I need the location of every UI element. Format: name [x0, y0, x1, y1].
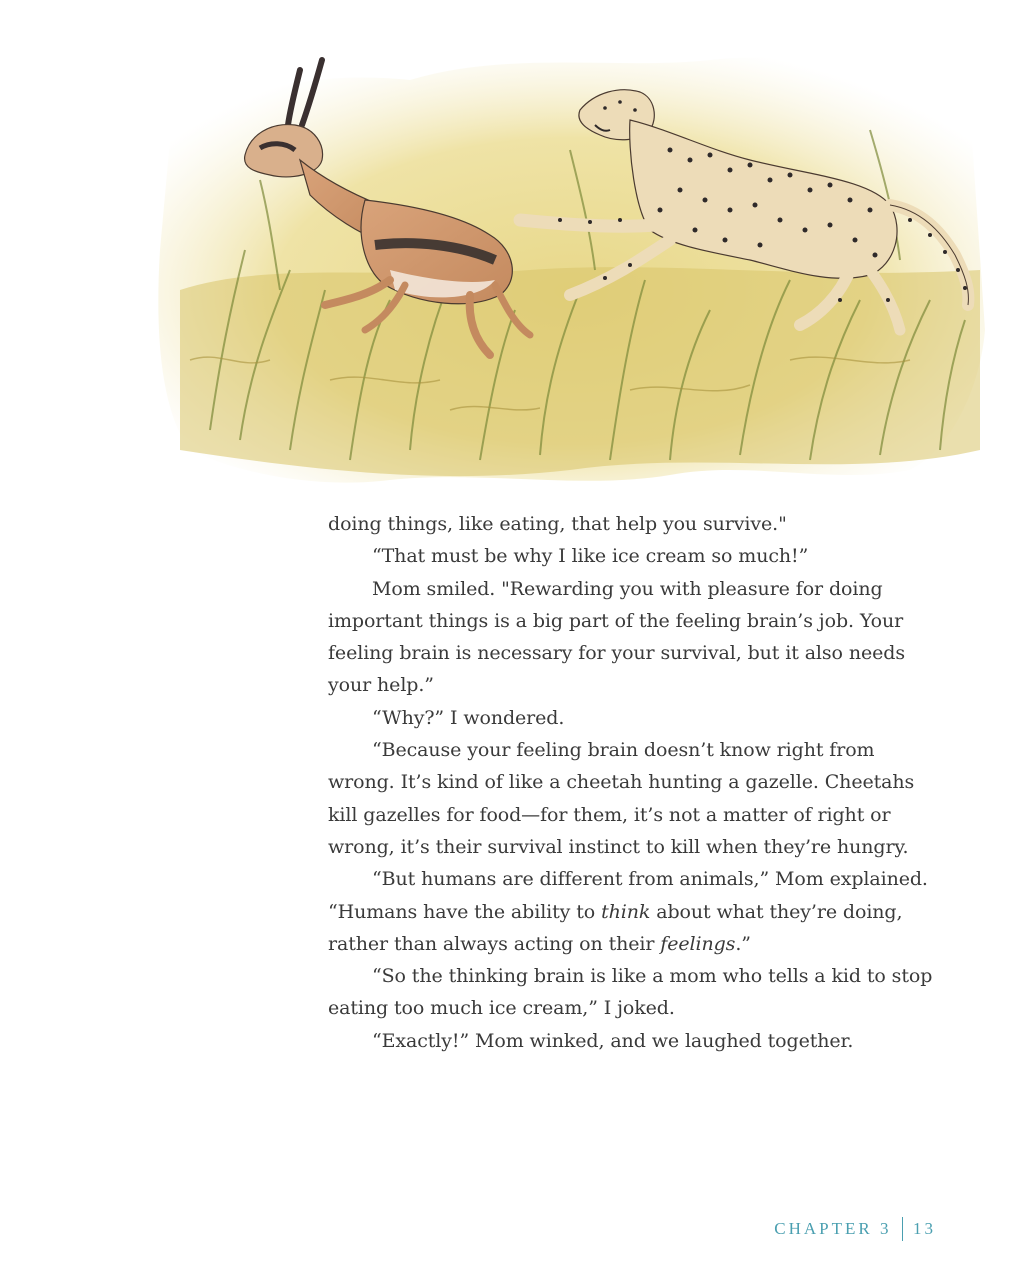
page-footer	[774, 1217, 936, 1241]
illustration-gazelle-cheetah	[150, 30, 990, 490]
paragraph-text: “Because your feeling brain doesn’t know right from wrong. It’s kind of like a cheetah hunting a gazelle. Cheetahs kill gazelles for food—for them, it’s not a matter of right or wrong, it’s their survival instinct to kill when they’re hungry.	[328, 739, 915, 858]
paragraph-3	[328, 573, 938, 702]
footer-divider	[902, 1217, 904, 1241]
grass-band	[180, 267, 980, 476]
paragraph-8	[328, 1025, 938, 1057]
paragraph-6	[328, 863, 938, 960]
paragraph-text: “Why?” I wondered.	[372, 706, 565, 729]
paragraph-4	[328, 702, 938, 734]
paragraph-1	[328, 508, 938, 540]
paragraph-7	[328, 960, 938, 1025]
paragraph-text: Mom smiled. "Rewarding you with pleasure for doing important things is a big part of the feeling brain’s job. Your feeling brain is necessary for your survival, but it also needs your help.”	[328, 577, 905, 697]
watercolor-illustration	[150, 30, 990, 490]
emphasis-text: think	[601, 900, 651, 923]
chapter-label: CHAPTER 3	[774, 1219, 892, 1238]
paragraph-text: “So the thinking brain is like a mom who tells a kid to stop eating too much ice cream,” I joked.	[328, 965, 933, 1020]
body-text	[328, 508, 938, 1057]
paragraph-text: .”	[735, 932, 751, 955]
paragraph-text: doing things, like eating, that help you survive."	[328, 513, 787, 535]
paragraph-text: “Exactly!” Mom winked, and we laughed together.	[372, 1029, 854, 1052]
paragraph-text: “But humans are different from animals,” Mom explained. “Humans have the ability to	[328, 868, 928, 923]
page-number: 13	[913, 1219, 936, 1238]
paragraph-5	[328, 734, 938, 863]
paragraph-2	[328, 540, 938, 572]
paragraph-text: “That must be why I like ice cream so much!”	[372, 545, 809, 568]
paragraph-text: about what they’re doing, rather than always acting on their	[328, 900, 903, 955]
emphasis-text: feelings	[660, 932, 736, 955]
